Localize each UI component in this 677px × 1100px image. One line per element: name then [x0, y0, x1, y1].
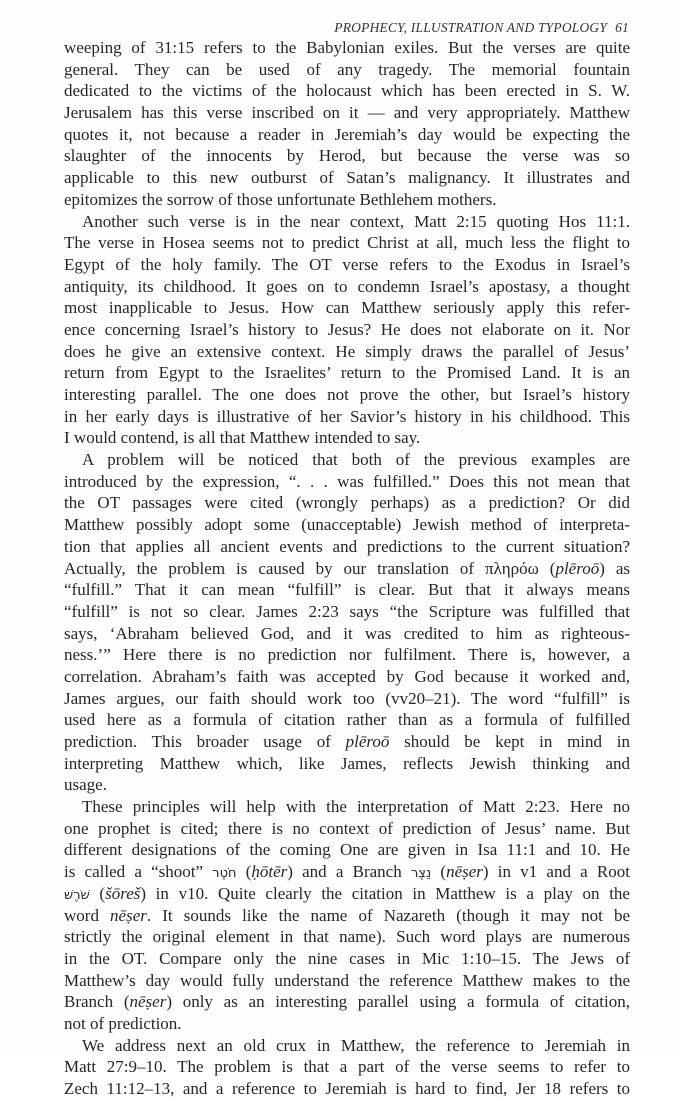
text-line: in the OT. Compare only the nine cases in Mic 1:10–15. The Jews of [64, 948, 630, 968]
text-line: general. They can be used of any tragedy. The memorial fountain [64, 59, 630, 79]
text-line: I would contend, is all that Matthew intended to say. [64, 428, 421, 448]
text-line: Egypt of the holy family. The OT verse refers to the Exodus in Israel’s [64, 254, 630, 274]
text-line: return from Egypt to the Israelites’ return to the Promised Land. It is an [64, 363, 630, 383]
text-line: correlation. Abraham’s faith was accepted by God because it worked and, [64, 666, 630, 686]
text-line: applicable to this new outburst of Satan’s malignancy. It illustrates and [64, 168, 630, 188]
running-header [64, 20, 629, 36]
text-line: is called a “shoot” חֹטֶר (ḥōtēr) and a Branch נֵצֶר (nēṣer) in v1 and a Root [64, 862, 630, 882]
text-line: in her early days is illustrative of her Savior’s history in his childhood. This [64, 406, 630, 426]
text-line: These principles will help with the interpretation of Matt 2:23. Here no [82, 797, 630, 817]
text-line: ence concerning Israel’s history to Jesus? He does not elaborate on it. Nor [64, 319, 630, 339]
page-number: 61 [615, 20, 629, 35]
text-line: strictly the original element in that name). Such word plays are numerous [64, 927, 630, 947]
text-line: word nēṣer. It sounds like the name of Nazareth (though it may not be [64, 905, 630, 925]
text-line: The verse in Hosea seems not to predict Christ at all, much less the flight to [64, 233, 630, 253]
text-line: Matt 27:9–10. The problem is that a part of the verse seems to refer to [64, 1057, 630, 1077]
text-line: Jerusalem has this verse inscribed on it — and very appropriately. Matthew [64, 103, 630, 123]
text-line: interpreting Matthew which, like James, reflects Jewish thinking and [64, 753, 630, 773]
text-line: We address next an old crux in Matthew, the reference to Jeremiah in [82, 1035, 630, 1055]
text-line: שֹׁרֶשׁ (šōreš) in v10. Quite clearly the citation in Matthew is a play on the [64, 883, 630, 903]
text-line: says, ‘Abraham believed God, and it was credited to him as righteous- [64, 623, 630, 643]
body-text [64, 37, 630, 1100]
text-line: A problem will be noticed that both of the previous examples are [82, 450, 630, 470]
text-line: Branch (nēṣer) only as an interesting parallel using a formula of citation, [64, 992, 630, 1012]
text-line: most inapplicable to Jesus. How can Matthew seriously apply this refer- [64, 298, 630, 318]
text-line: usage. [64, 775, 107, 795]
text-line: prediction. This broader usage of plēroō should be kept in mind in [64, 732, 631, 751]
text-line: antiquity, its childhood. It goes on to condemn Israel’s apostasy, a thought [64, 276, 630, 296]
text-line: Matthew possibly adopt some (unacceptable) Jewish method of interpreta- [64, 515, 630, 535]
text-line: James argues, our faith should work too (vv20–21). The word “fulfill” is [64, 688, 630, 708]
text-line: dedicated to the victims of the holocaust which has been erected in S. W. [64, 81, 630, 101]
text-line: Another such verse is in the near context, Matt 2:15 quoting Hos 11:1. [82, 211, 630, 231]
text-line: Actually, the problem is caused by our translation of πληρόω (plēroō) as [64, 558, 630, 578]
text-line: quotes it, not because a reader in Jeremiah’s day would be expecting the [64, 124, 630, 144]
text-line: slaughter of the innocents by Herod, but because the verse was so [64, 146, 630, 166]
text-line: “fulfill.” That it can mean “fulfill” is clear. But that it always means [64, 580, 630, 600]
text-line: the OT passages were cited (wrongly perhaps) as a prediction? Or did [64, 493, 630, 513]
text-line: weeping of 31:15 refers to the Babylonian exiles. But the verses are quite [64, 38, 630, 57]
text-line: interesting parallel. The one does not prove the other, but Israel’s history [64, 385, 630, 404]
text-line: Zech 11:12–13, and a reference to Jeremiah is hard to find, Jer 18 refers to [64, 1079, 630, 1098]
text-line: not of prediction. [64, 1013, 182, 1033]
text-line: “fulfill” is not so clear. James 2:23 says “the Scripture was fulfilled that [64, 601, 630, 621]
text-line: used here as a formula of citation rather than as a formula of fulfilled [64, 710, 630, 730]
text-line: Matthew’s day would fully understand the reference Matthew makes to the [64, 970, 630, 990]
text-line: ness.’” Here there is no prediction nor fulfilment. There is, however, a [64, 645, 630, 665]
text-line: tion that applies all ancient events and predictions to the current situation? [64, 536, 630, 556]
text-line: does he give an extensive context. He simply draws the parallel of Jesus’ [64, 341, 630, 361]
text-line: introduced by the expression, “. . . was fulfilled.” Does this not mean that [64, 471, 630, 491]
text-line: one prophet is cited; there is no context of prediction of Jesus’ name. But [64, 818, 630, 838]
running-title: PROPHECY, ILLUSTRATION AND TYPOLOGY [334, 20, 608, 35]
text-line: epitomizes the sorrow of those unfortunate Bethlehem mothers. [64, 189, 497, 209]
text-line: different designations of the coming One are given in Isa 11:1 and 10. He [64, 840, 630, 860]
